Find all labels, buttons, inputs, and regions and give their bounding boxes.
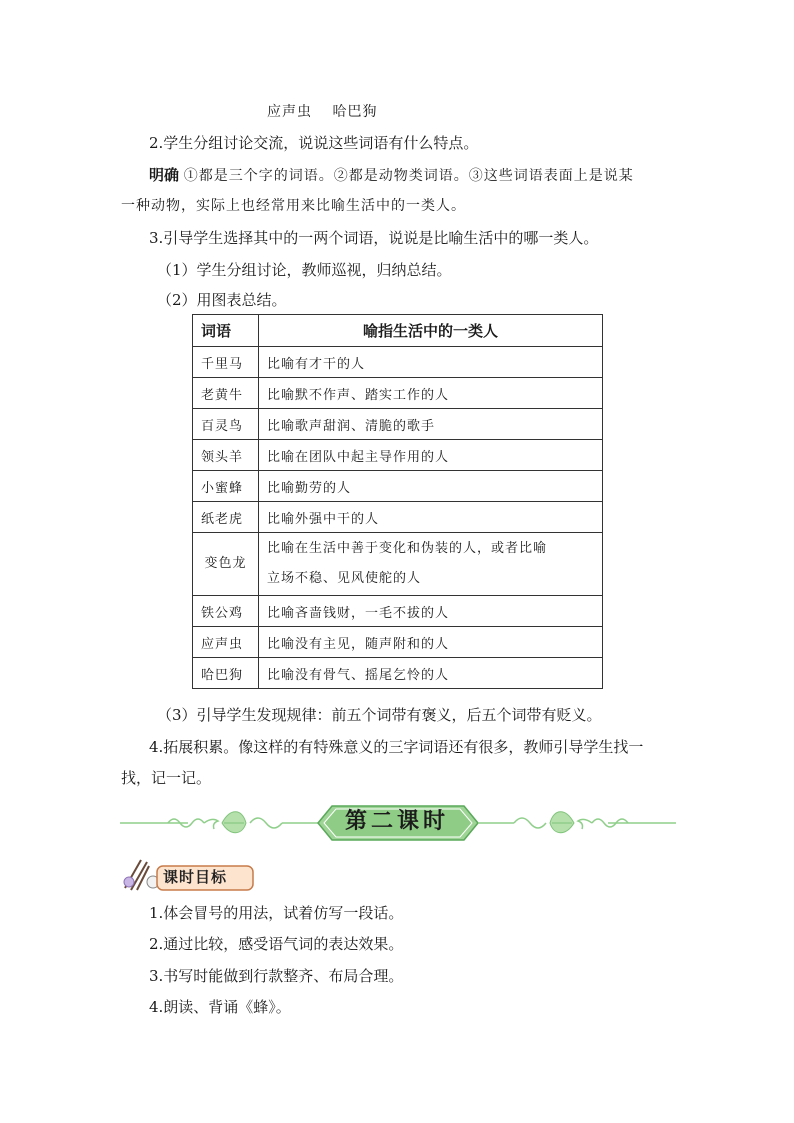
section-title: 第二课时: [344, 809, 449, 834]
table-row: [193, 502, 603, 533]
sub-item-1: （1）学生分组讨论，教师巡视，归纳总结。: [157, 261, 452, 279]
cell-word: 千里马: [193, 347, 259, 378]
paragraph-2: 2.学生分组讨论交流，说说这些词语有什么特点。: [149, 134, 479, 152]
goal-item: 4.朗读、背诵《蜂》。: [149, 998, 291, 1016]
table-row: [193, 627, 603, 658]
brush-icon: [124, 860, 159, 890]
table-row: [193, 596, 603, 627]
cell-meaning: 比喻在团队中起主导作用的人: [259, 440, 603, 471]
goals-label: 课时目标: [163, 868, 228, 886]
cell-word: 铁公鸡: [193, 596, 259, 627]
mingque-label: 明确: [149, 166, 180, 184]
goal-item: 2.通过比较，感受语气词的表达效果。: [149, 935, 404, 953]
cell-word: 应声虫: [193, 627, 259, 658]
cell-meaning: 比喻外强中干的人: [259, 502, 603, 533]
cell-word: 百灵鸟: [193, 409, 259, 440]
cell-meaning: 比喻没有骨气、摇尾乞怜的人: [259, 658, 603, 689]
cell-meaning: 比喻有才干的人: [259, 347, 603, 378]
cell-word: 领头羊: [193, 440, 259, 471]
table-row: [193, 378, 603, 409]
table-row: [193, 440, 603, 471]
cell-meaning: 比喻勤劳的人: [259, 471, 603, 502]
cell-meaning-line-2: 立场不稳、见风使舵的人: [267, 571, 422, 586]
paragraph-4-line-2: 找，记一记。: [121, 769, 212, 787]
sub-item-3: （3）引导学生发现规律：前五个词带有褒义，后五个词带有贬义。: [157, 706, 602, 724]
table-row: [193, 471, 603, 502]
cell-meaning: 比喻歌声甜润、清脆的歌手: [259, 409, 603, 440]
goal-item: 3.书写时能做到行款整齐、布局合理。: [149, 967, 404, 985]
cell-word: 老黄牛: [193, 378, 259, 409]
leaf-icon: [550, 812, 574, 833]
cell-word: 变色龙: [193, 533, 259, 596]
mingque-line-1: [149, 165, 634, 186]
table-row: [193, 533, 603, 596]
cell-meaning-line-1: 比喻在生活中善于变化和伪装的人，或者比喻: [267, 541, 548, 556]
table-row: [193, 409, 603, 440]
table-header-row: [193, 315, 603, 347]
cell-word: 纸老虎: [193, 502, 259, 533]
goal-item: 1.体会冒号的用法，试着仿写一段话。: [149, 904, 404, 922]
table-row: [193, 658, 603, 689]
header-word: 词语: [193, 315, 259, 347]
top-words: 应声虫 哈巴狗: [267, 104, 378, 120]
leaf-icon: [222, 812, 246, 833]
cell-word: 哈巴狗: [193, 658, 259, 689]
mingque-text-1: ①都是三个字的词语。②都是动物类词语。③这些词语表面上是说某: [183, 168, 634, 184]
mingque-line-2: 一种动物，实际上也经常用来比喻生活中的一类人。: [121, 198, 466, 214]
header-meaning: 喻指生活中的一类人: [259, 315, 603, 347]
cell-word: 小蜜蜂: [193, 471, 259, 502]
metaphor-table: [192, 314, 603, 689]
cell-meaning: [259, 533, 603, 596]
table-row: [193, 347, 603, 378]
cell-meaning: 比喻没有主见，随声附和的人: [259, 627, 603, 658]
sub-item-2: （2）用图表总结。: [157, 291, 287, 309]
paragraph-3: 3.引导学生选择其中的一两个词语，说说是比喻生活中的哪一类人。: [149, 229, 599, 247]
cell-meaning: 比喻默不作声、踏实工作的人: [259, 378, 603, 409]
cell-meaning: 比喻吝啬钱财，一毛不拔的人: [259, 596, 603, 627]
paragraph-4-line-1: 4.拓展积累。像这样的有特殊意义的三字词语还有很多，教师引导学生找一: [149, 738, 644, 756]
